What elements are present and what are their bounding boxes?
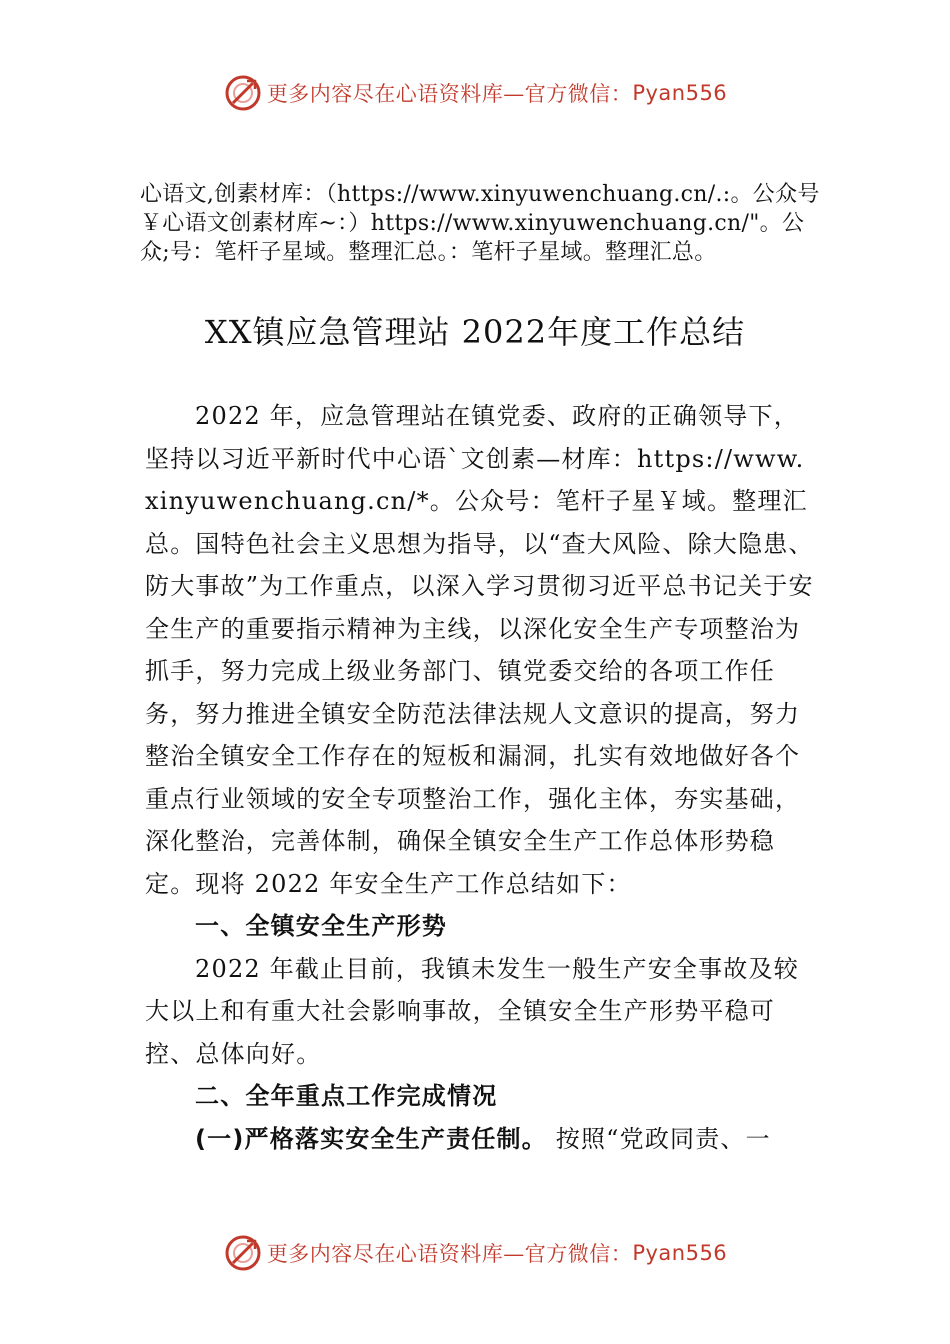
brand-logo-icon xyxy=(223,1233,263,1273)
watermark-wechat-id: Pyan556 xyxy=(632,1241,728,1265)
subsection-1-paragraph xyxy=(145,1118,815,1161)
intro-paragraph: 2022 年，应急管理站在镇党委、政府的正确领导下，坚持以习近平新时代中心语`文创素—材库：https://www.xinyuwenchuang.cn/*。公众号：笔杆子星￥域。整理汇总。国特色社会主义思想为指导，以“查大风险、除大隐患、防大事故”为工作重点，以深入学习贯彻习近平总书记关于安全生产的重要指示精神为主线，以深化安全生产专项整治为抓手，努力完成上级业务部门、镇党委交给的各项工作任务，努力推进全镇安全防范法律法规人文意识的提高，努力整治全镇安全工作存在的短板和漏洞，扎实有效地做好各个重点行业领域的安全专项整治工作，强化主体，夯实基础，深化整治，完善体制，确保全镇安全生产工作总体形势稳定。现将 2022 年安全生产工作总结如下： xyxy=(145,402,814,898)
watermark-banner-bottom xyxy=(0,1228,950,1278)
section-heading-2: 二、全年重点工作完成情况 xyxy=(195,1082,498,1110)
section-1-paragraph: 2022 年截止目前，我镇未发生一般生产安全事故及较大以上和有重大社会影响事故，全镇安全生产形势平稳可控、总体向好。 xyxy=(145,954,799,1068)
watermark-wechat-id: Pyan556 xyxy=(632,81,728,105)
preface-text: 心语文,创素材库：（https://www.xinyuwenchuang.cn/.:。公众号￥心语文创素材库~：）https://www.xinyuwenchuang.cn/"。公众;号：笔杆子星域。整理汇总。：笔杆子星域。整理汇总。 xyxy=(140,182,820,265)
watermark-text: 更多内容尽在心语资料库—官方微信： xyxy=(266,1242,633,1266)
brand-logo-icon xyxy=(223,73,263,113)
subsection-1-text: 按照“党政同责、一 xyxy=(546,1124,771,1153)
document-title: XX镇应急管理站 2022年度工作总结 xyxy=(204,313,746,351)
document-body xyxy=(145,395,815,1160)
subsection-1-lead: (一)严格落实安全生产责任制。 xyxy=(195,1124,547,1153)
section-heading-1: 一、全镇安全生产形势 xyxy=(195,912,447,940)
watermark-text: 更多内容尽在心语资料库—官方微信： xyxy=(266,82,633,106)
watermark-banner-top xyxy=(0,68,950,118)
